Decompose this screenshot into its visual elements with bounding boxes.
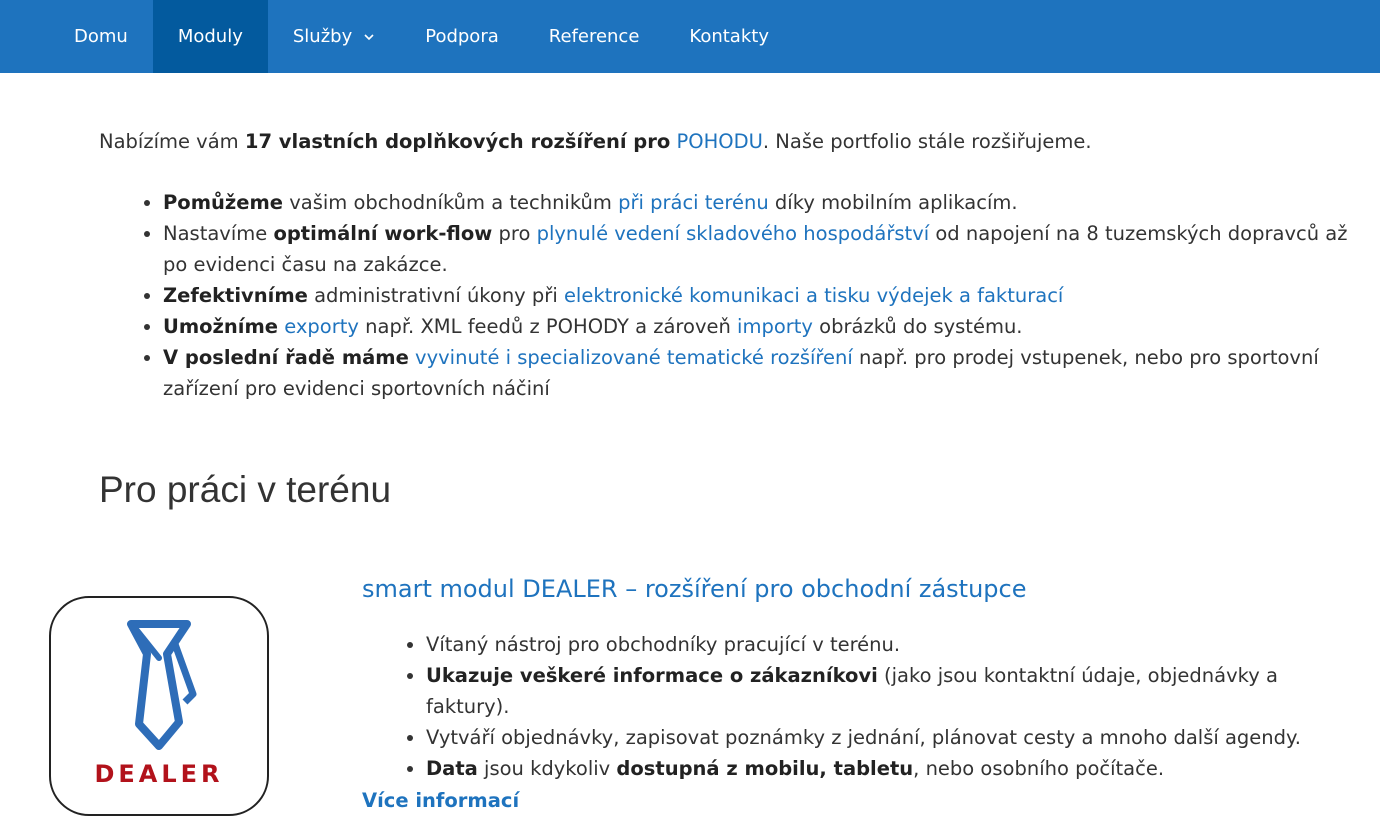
main-navigation <box>0 0 1380 73</box>
logo-text: DEALER <box>94 760 224 788</box>
nav-item-domu[interactable] <box>49 0 153 73</box>
benefits-list <box>99 187 1374 404</box>
nav-label: Reference <box>548 26 640 47</box>
e-communication-link[interactable]: elektronické komunikaci a tisku výdejek a fakturací <box>563 284 1064 307</box>
list-item <box>163 218 1374 280</box>
more-info-link[interactable]: Více informací <box>362 789 520 812</box>
nav-label: Kontakty <box>689 26 769 47</box>
section-title: Pro práci v terénu <box>99 469 392 510</box>
bullet-bold: Data <box>426 757 478 780</box>
intro-text: Nabízíme vám <box>99 130 245 153</box>
bullet-text: např. XML feedů z POHODY a zároveň <box>358 315 738 338</box>
nav-label: Podpora <box>425 26 499 47</box>
bullet-text: Vytváří objednávky, zapisovat poznámky z jednání, plánovat cesty a mnoho další agendy. <box>426 726 1301 749</box>
tie-icon <box>123 618 199 758</box>
module-features-list <box>362 629 1362 784</box>
bullet-bold: Pomůžeme <box>163 191 284 214</box>
bullet-text: např. pro prodej vstupenek, nebo pro sportovní zařízení pro evidenci sportovních náčiní <box>163 346 1319 400</box>
field-work-link[interactable]: při práci terénu <box>618 191 769 214</box>
nav-label: Moduly <box>177 26 243 47</box>
nav-item-moduly[interactable] <box>153 0 268 73</box>
bullet-bold: dostupná z mobilu, tabletu <box>616 757 914 780</box>
bullet-text: obrázků do systému. <box>812 315 1023 338</box>
list-item <box>163 187 1374 218</box>
bullet-bold: V poslední řadě máme <box>163 346 409 369</box>
imports-link[interactable]: importy <box>737 315 813 338</box>
nav-item-sluzby[interactable] <box>268 0 400 73</box>
bullet-text: Vítaný nástroj pro obchodníky pracující v terénu. <box>426 633 901 656</box>
specialized-extensions-link[interactable]: vyvinuté i specializované tematické rozšíření <box>415 346 853 369</box>
list-item <box>426 660 1362 722</box>
dealer-logo[interactable] <box>49 596 269 816</box>
list-item <box>426 722 1362 753</box>
pohoda-link[interactable]: POHODU <box>676 130 763 153</box>
nav-item-kontakty[interactable] <box>664 0 794 73</box>
bullet-bold: Zefektivníme <box>163 284 308 307</box>
intro-text: . Naše portfolio stále rozšiřujeme. <box>762 130 1092 153</box>
list-item <box>163 342 1374 404</box>
exports-link[interactable]: exporty <box>284 315 359 338</box>
warehouse-link[interactable]: plynulé vedení skladového hospodářství <box>536 222 930 245</box>
bullet-text: (jako jsou kontaktní údaje, objednávky a faktury). <box>426 664 1278 718</box>
module-title-link[interactable]: smart modul DEALER – rozšíření pro obchodní zástupce <box>362 575 1027 603</box>
intro-paragraph <box>99 126 1369 157</box>
chevron-down-icon <box>363 31 375 43</box>
bullet-text: administrativní úkony při <box>307 284 564 307</box>
list-item <box>163 311 1374 342</box>
nav-list <box>49 0 794 73</box>
bullet-text: , nebo osobního počítače. <box>913 757 1165 780</box>
nav-item-reference[interactable] <box>524 0 665 73</box>
list-item <box>163 280 1374 311</box>
bullet-bold: optimální work-flow <box>273 222 493 245</box>
list-item <box>426 629 1362 660</box>
bullet-text: pro <box>492 222 537 245</box>
nav-label: Služby <box>292 26 353 47</box>
nav-item-podpora[interactable] <box>400 0 524 73</box>
list-item <box>426 753 1362 784</box>
bullet-bold: Ukazuje veškeré informace o zákazníkovi <box>426 664 878 687</box>
bullet-text: Nastavíme <box>163 222 274 245</box>
nav-label: Domu <box>74 26 128 47</box>
bullet-text: jsou kdykoliv <box>477 757 617 780</box>
bullet-text: díky mobilním aplikacím. <box>768 191 1018 214</box>
bullet-bold: Umožníme <box>163 315 279 338</box>
bullet-text: od napojení na 8 tuzemských dopravců až po evidenci času na zakázce. <box>163 222 1348 276</box>
bullet-text: vašim obchodníkům a technikům <box>283 191 619 214</box>
intro-bold: 17 vlastních doplňkových rozšíření pro <box>244 130 671 153</box>
